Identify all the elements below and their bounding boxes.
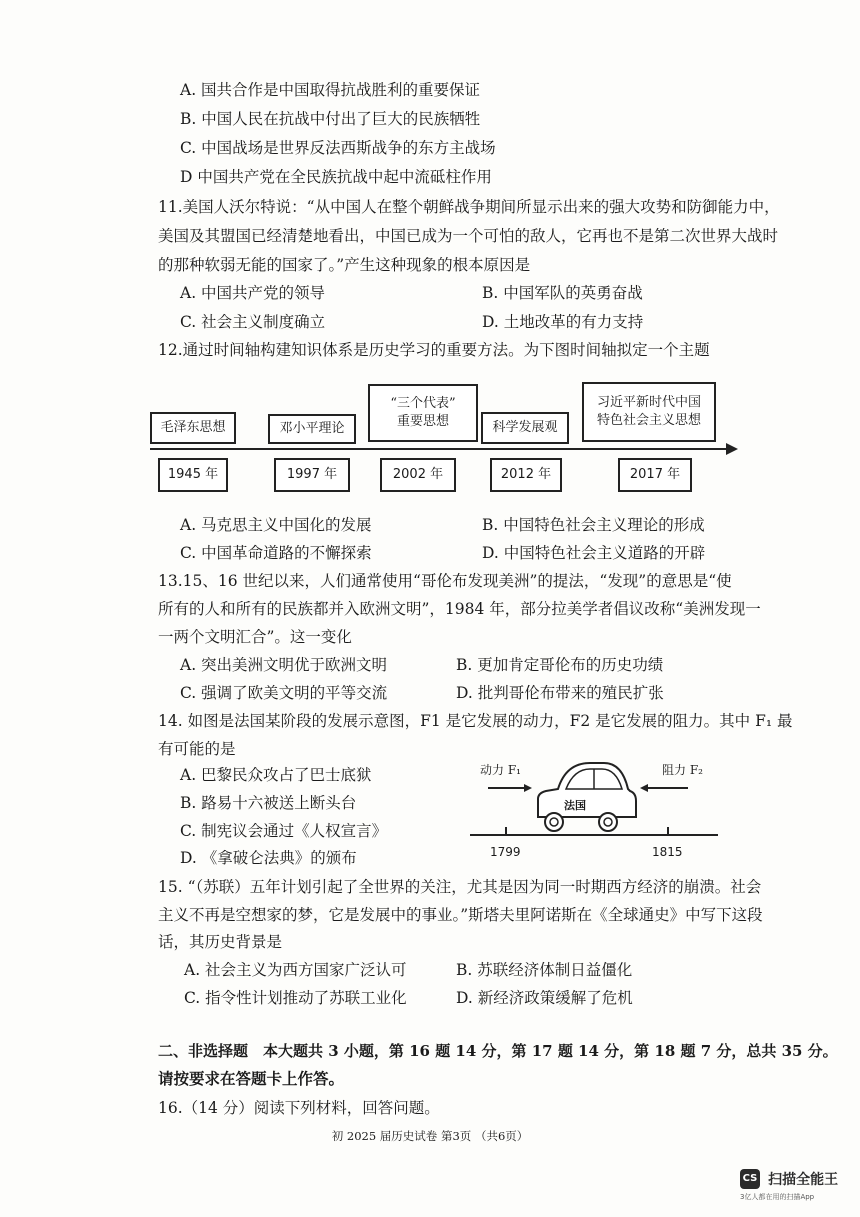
q11-stem-line2: 美国及其盟国已经清楚地看出，中国已成为一个可怕的敌人，它再也不是第二次世界大战时 [158,227,779,245]
q10-option-c: C. 中国战场是世界反法西斯战争的东方主战场 [180,139,496,157]
q14-stem-line1: 14. 如图是法国某阶段的发展示意图，F1 是它发展的动力，F2 是它发展的阻力。其中 F₁ 最 [158,712,793,730]
theory-box-5 [582,382,716,442]
timeline-axis [150,448,730,450]
car-wheel-front-icon [545,813,563,831]
q13-stem-line3: 一两个文明汇合”。这一变化 [158,628,352,646]
force1-arrowhead [524,784,532,792]
section2-heading: 二、非选择题 本大题共 3 小题，第 16 题 14 分，第 17 题 14 分，第 18 题 7 分，总共 35 分。 [158,1042,838,1060]
year-box-2: 1997 年 [274,458,350,492]
q12-option-a: A. 马克思主义中国化的发展 [180,516,372,534]
cs-logo-icon: CS [740,1169,760,1189]
year-start-label: 1799 [490,845,521,859]
year-box-3: 2002 年 [380,458,456,492]
q11-option-b: B. 中国军队的英勇奋战 [482,284,643,302]
timeline-arrowhead [726,443,738,455]
q10-option-b: B. 中国人民在抗战中付出了巨大的民族牺牲 [180,110,481,128]
watermark-tagline: 3亿人都在用的扫描App [740,1192,815,1201]
q13-option-d: D. 批判哥伦布带来的殖民扩张 [456,684,664,702]
q14-stem-line2: 有可能的是 [158,740,236,758]
theory-box-4 [481,412,569,444]
theory-box-2 [268,414,356,444]
q14-option-b: B. 路易十六被送上断头台 [180,794,357,812]
year-box-1: 1945 年 [158,458,228,492]
scanner-watermark [740,1168,852,1202]
theory-box-4-label: 科学发展观 [492,420,558,435]
q12-option-d: D. 中国特色社会主义道路的开辟 [482,544,706,562]
theory-box-5-line2: 特色社会主义思想 [596,413,701,428]
theory-box-1 [150,412,236,444]
q15-option-b: B. 苏联经济体制日益僵化 [456,961,633,979]
q13-option-a: A. 突出美洲文明优于欧洲文明 [180,656,388,674]
q11-stem-line1: 11.美国人沃尔特说：“从中国人在整个朝鲜战争期间所显示出来的强大攻势和防御能力中， [158,198,780,216]
q16-stem: 16.（14 分）阅读下列材料，回答问题。 [158,1099,440,1117]
q10-option-a: A. 国共合作是中国取得抗战胜利的重要保证 [180,81,481,99]
watermark-brand [740,1168,852,1189]
theory-box-1-label: 毛泽东思想 [160,420,226,435]
q14-option-a: A. 巴黎民众攻占了巴士底狱 [180,766,372,784]
car-body-icon [538,763,636,817]
watermark-name: 扫描全能王 [768,1171,839,1188]
car-label: 法国 [564,799,586,812]
theory-box-3-line1: “三个代表” [390,396,456,411]
page-footer: 初 2025 届历史试卷 第3页 （共6页） [331,1129,529,1143]
q11-option-c: C. 社会主义制度确立 [180,313,326,331]
theory-box-3-line2: 重要思想 [396,414,449,429]
theory-box-5-line1: 习近平新时代中国 [596,395,701,410]
q15-stem-line2: 主义不再是空想家的梦，它是发展中的事业。”斯塔夫里阿诺斯在《全球通史》中写下这段 [158,906,763,924]
year-box-4: 2012 年 [490,458,562,492]
q13-stem-line2: 所有的人和所有的民族都并入欧洲文明”，1984 年，部分拉美学者倡议改称“美洲发现一 [158,600,761,618]
q12-option-b: B. 中国特色社会主义理论的形成 [482,516,705,534]
theory-box-2-label: 邓小平理论 [279,421,345,436]
force2-arrowhead [640,784,648,792]
q12-stem: 12.通过时间轴构建知识体系是历史学习的重要方法。为下图时间轴拟定一个主题 [158,341,710,359]
timeline-diagram [148,382,748,502]
q13-option-b: B. 更加肯定哥伦布的历史功绩 [456,656,664,674]
q12-option-c: C. 中国革命道路的不懈探索 [180,544,372,562]
car-wheel-rear-icon [599,813,617,831]
q15-stem-line1: 15. “（苏联）五年计划引起了全世界的关注，尤其是因为同一时期西方经济的崩溃。社会 [158,878,762,896]
france-force-diagram [466,755,726,865]
q11-option-a: A. 中国共产党的领导 [180,284,326,302]
section2-instruction: 请按要求在答题卡上作答。 [158,1069,345,1088]
q15-option-d: D. 新经济政策缓解了危机 [456,989,633,1007]
q11-option-d: D. 土地改革的有力支持 [482,313,644,331]
force2-label: 阻力 F₂ [662,763,703,777]
q13-stem-line1: 13.15、16 世纪以来，人们通常使用“哥伦布发现美洲”的提法，“发现”的意思是“使 [158,572,732,590]
q14-option-c: C. 制宪议会通过《人权宣言》 [180,822,388,840]
year-end-label: 1815 [652,845,683,859]
q11-stem-line3: 的那种软弱无能的国家了。”产生这种现象的根本原因是 [158,256,531,274]
q15-stem-line3: 话，其历史背景是 [158,933,283,951]
q14-option-d: D. 《拿破仑法典》的颁布 [180,849,357,867]
theory-box-3 [368,384,478,442]
q15-option-c: C. 指令性计划推动了苏联工业化 [184,989,407,1007]
q13-option-c: C. 强调了欧美文明的平等交流 [180,684,388,702]
q15-option-a: A. 社会主义为西方国家广泛认可 [184,961,407,979]
q10-option-d: D 中国共产党在全民族抗战中起中流砥柱作用 [180,168,492,186]
force1-label: 动力 F₁ [480,763,521,777]
year-box-5: 2017 年 [618,458,692,492]
